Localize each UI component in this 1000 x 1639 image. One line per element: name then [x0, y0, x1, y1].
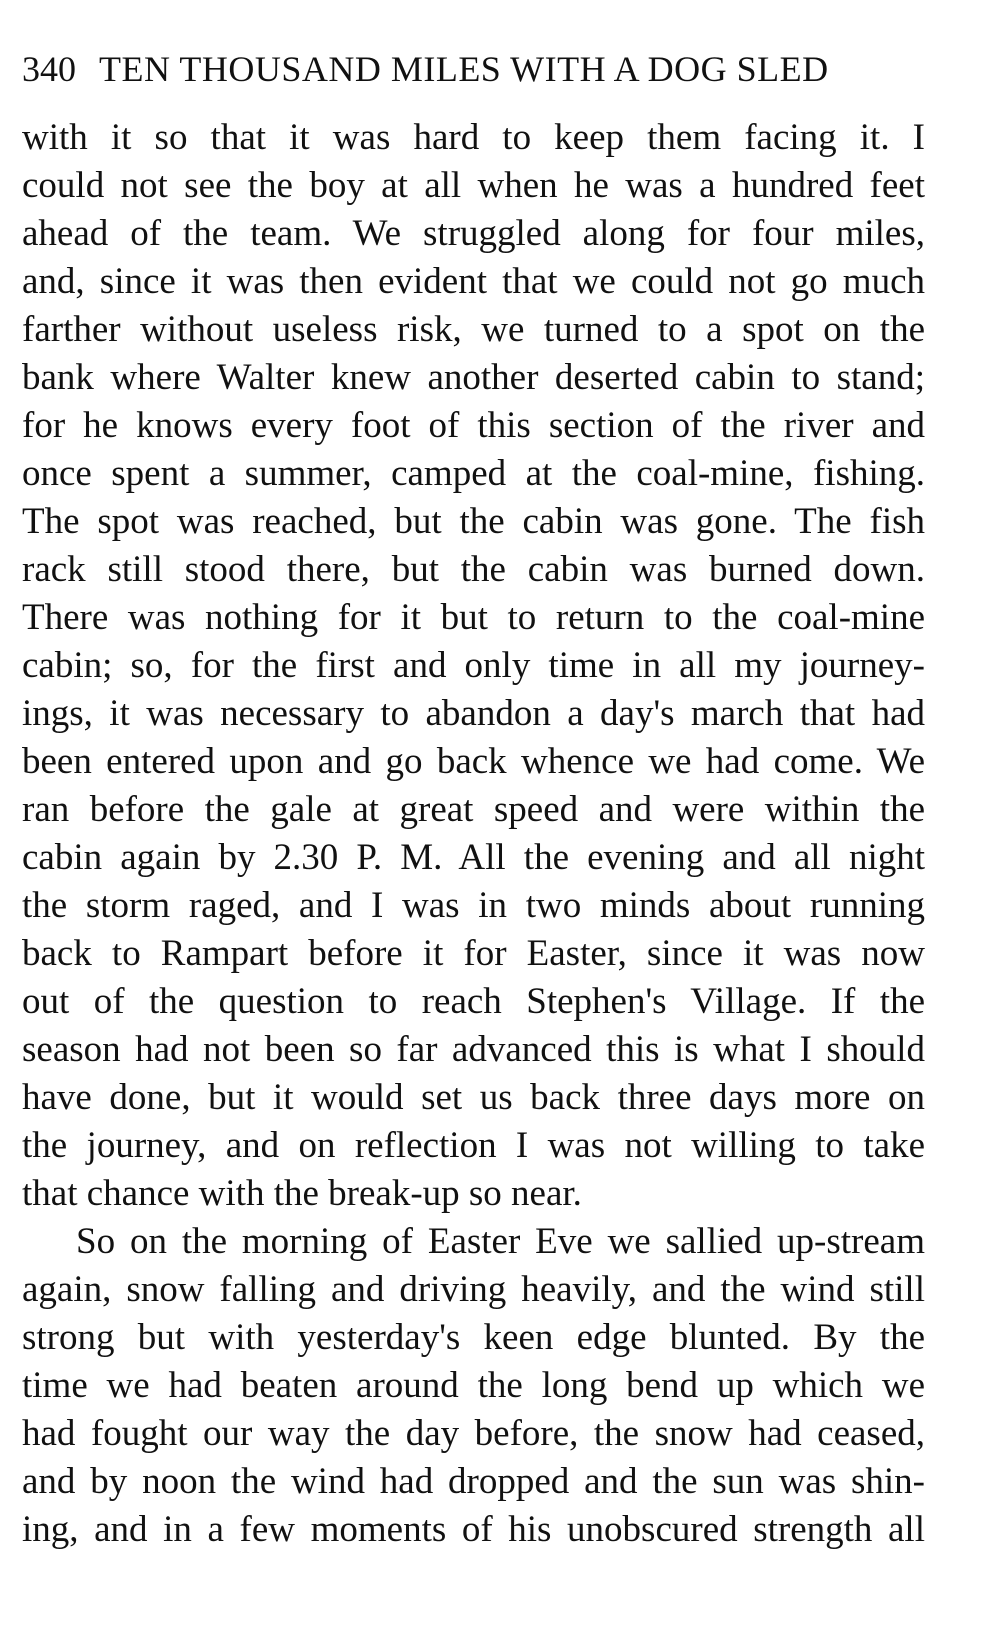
text-line: rack still stood there, but the cabin was burned down.	[22, 549, 925, 590]
text-line: back to Rampart before it for Easter, since it was now	[22, 933, 925, 974]
text-line: out of the question to reach Stephen's Village. If the	[22, 981, 925, 1022]
text-line: The spot was reached, but the cabin was gone. The fish	[22, 501, 925, 542]
text-line: ing, and in a few moments of his unobscured strength all	[22, 1509, 925, 1550]
text-line: the storm raged, and I was in two minds about running	[22, 885, 925, 926]
text-line: time we had beaten around the long bend up which we	[22, 1365, 925, 1406]
text-line: have done, but it would set us back three days more on	[22, 1077, 925, 1118]
text-line: There was nothing for it but to return to the coal-mine	[22, 597, 925, 638]
text-line: and by noon the wind had dropped and the sun was shin-	[22, 1461, 925, 1502]
paragraph-start-line: So on the morning of Easter Eve we sallied up-stream	[76, 1221, 925, 1262]
text-line: with it so that it was hard to keep them facing it. I	[22, 117, 925, 158]
running-title: TEN THOUSAND MILES WITH A DOG SLED	[99, 49, 829, 89]
text-line: ahead of the team. We struggled along for four miles,	[22, 213, 925, 254]
text-line: and, since it was then evident that we could not go much	[22, 261, 925, 302]
text-line: cabin; so, for the first and only time in all my journey-	[22, 645, 925, 686]
body-text	[22, 114, 925, 1554]
text-line: ran before the gale at great speed and were within the	[22, 789, 925, 830]
text-line: again, snow falling and driving heavily, and the wind still	[22, 1269, 925, 1310]
text-line: could not see the boy at all when he was a hundred feet	[22, 165, 925, 206]
text-line: farther without useless risk, we turned to a spot on the	[22, 309, 925, 350]
text-line: the journey, and on reflection I was not willing to take	[22, 1125, 925, 1166]
text-line: for he knows every foot of this section of the river and	[22, 405, 925, 446]
page-number: 340	[22, 49, 76, 89]
text-line: ings, it was necessary to abandon a day's march that had	[22, 693, 925, 734]
page-header	[22, 44, 932, 94]
text-line: strong but with yesterday's keen edge blunted. By the	[22, 1317, 925, 1358]
paragraph-end-line: that chance with the break-up so near.	[22, 1173, 582, 1214]
text-line: been entered upon and go back whence we had come. We	[22, 741, 925, 782]
text-line: season had not been so far advanced this is what I should	[22, 1029, 925, 1070]
text-line: once spent a summer, camped at the coal-mine, fishing.	[22, 453, 925, 494]
text-line: cabin again by 2.30 P. M. All the evening and all night	[22, 837, 925, 878]
text-line: had fought our way the day before, the snow had ceased,	[22, 1413, 925, 1454]
text-line: bank where Walter knew another deserted cabin to stand;	[22, 357, 925, 398]
